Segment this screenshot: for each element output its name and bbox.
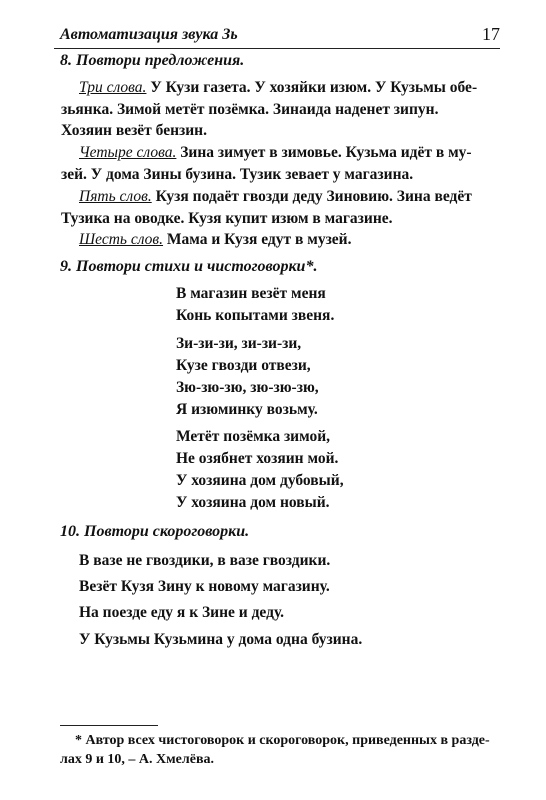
verse-line: У хозяина дом дубовый, [176,472,344,489]
three-words-label: Три слова. [79,79,147,96]
page-number: 17 [482,24,500,44]
four-words-text-1: Зина зимует в зимовье. Кузьма идёт в му- [176,144,472,161]
verse-line: Кузе гвозди отвези, [176,357,311,374]
four-words-line-1 [79,144,472,162]
five-words-label: Пять слов. [79,188,152,205]
verse-line: У хозяина дом новый. [176,494,330,511]
verse-line: В магазин везёт меня [176,285,326,302]
four-words-label: Четыре слова. [79,144,177,161]
verse-line: Я изюминку возьму. [176,401,318,418]
three-words-line-1 [79,79,477,97]
three-words-line-2: зьянка. Зимой метёт позёмка. Зинаида наденет зипун. [61,101,439,118]
four-words-line-2: зей. У дома Зины бузина. Тузик зевает у магазина. [61,166,414,183]
footnote-rule [60,725,158,726]
tongue-twister-line: Везёт Кузя Зину к новому магазину. [79,578,330,595]
three-words-text-1: У Кузи газета. У хозяйки изюм. У Кузьмы обе- [146,79,478,96]
verse-line: Зю-зю-зю, зю-зю-зю, [176,379,319,396]
six-words-text-1: Мама и Кузя едут в музей. [163,231,352,248]
five-words-line-2: Тузика на оводке. Кузя купит изюм в магазине. [61,210,393,227]
tongue-twister-line: В вазе не гвоздики, в вазе гвоздики. [79,552,331,569]
verse-line: Конь копытами звеня. [176,307,335,324]
section-9-heading: 9. Повтори стихи и чистоговорки*. [60,258,318,275]
six-words-line-1 [79,231,351,249]
running-header [60,24,500,48]
chapter-title: Автоматизация звука Зь [60,26,238,43]
tongue-twister-line: У Кузьмы Кузьмина у дома одна бузина. [79,631,363,648]
six-words-label: Шесть слов. [79,231,164,248]
verse-line: Метёт позёмка зимой, [176,428,331,445]
tongue-twister-line: На поезде еду я к Зине и деду. [79,604,285,621]
header-rule [54,48,500,49]
five-words-line-1 [79,188,472,206]
five-words-text-1: Кузя подаёт гвозди деду Зиновию. Зина ведёт [151,188,472,205]
verse-line: Зи-зи-зи, зи-зи-зи, [176,335,302,352]
verse-line: Не озябнет хозяин мой. [176,450,339,467]
footnote-line-1: * Автор всех чистоговорок и скороговорок, приведенных в разде- [75,733,490,748]
section-10-heading: 10. Повтори скороговорки. [60,523,250,540]
three-words-line-3: Хозяин везёт бензин. [61,122,207,139]
footnote-line-2: лах 9 и 10, – А. Хмелёва. [60,752,215,767]
section-8-heading: 8. Повтори предложения. [60,52,245,69]
